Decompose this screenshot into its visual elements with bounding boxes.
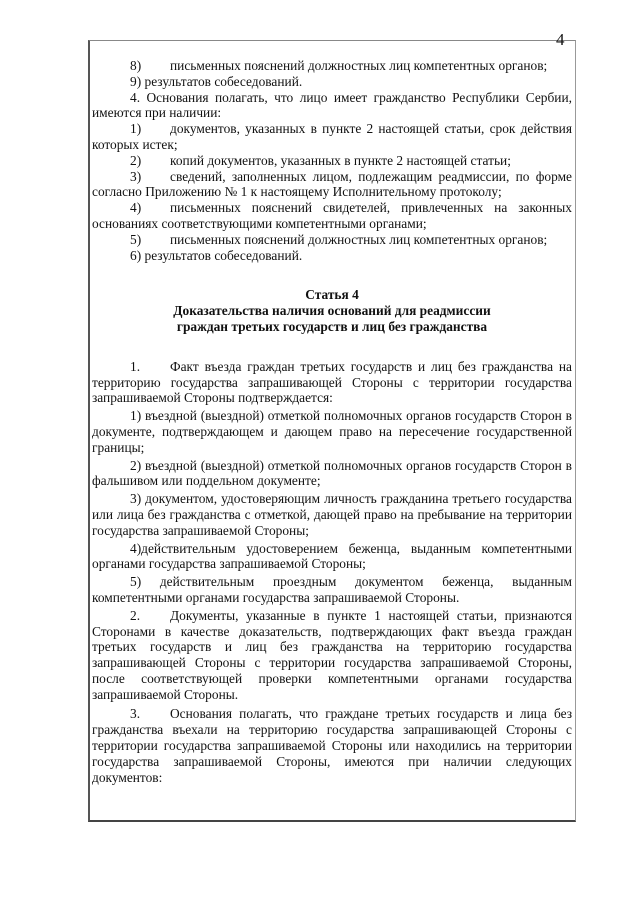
paragraph-4-intro: 4. Основания полагать, что лицо имеет гражданство Республики Сербии, имеются при наличии:	[92, 89, 572, 121]
item-text: 6) результатов собеседований.	[130, 247, 303, 263]
list-item	[92, 169, 572, 201]
paragraph-text: Документы, указанные в пункте 1 настоящей статьи, признаются Сторонами в качестве доказательств, подтверждающих факт въезда граждан третьих государств и лиц без гражданства на территорию государства запрашивающей Стороны с территории государства запрашиваемой Стороны, после соответствующей проверки компетентными органами государства запрашиваемой Стороны.	[92, 607, 572, 702]
list-item: 2) въездной (выездной) отметкой полномочных органов государств Сторон в фальшивом или поддельном документе;	[92, 457, 572, 489]
article-paragraph-2	[92, 608, 572, 703]
paragraph-text: Основания полагать, что граждане третьих государств и лица без гражданства въехали на территорию государства запрашивающей Стороны с территории государства запрашиваемой Стороны или находились на территории государства запрашиваемой Стороны, имеются при наличии следующих документов:	[92, 706, 572, 785]
list-item: 3) документом, удостоверяющим личность гражданина третьего государства или лица без гражданства с отметкой, дающей право на пребывание на территории государства запрашиваемой Стороны;	[92, 491, 572, 538]
item-text: письменных пояснений должностных лиц компетентных органов;	[170, 231, 548, 247]
list-item	[92, 121, 572, 153]
item-text: письменных пояснений должностных лиц компетентных органов;	[170, 58, 548, 73]
document-body	[92, 58, 572, 785]
paragraph-number: 2.	[130, 607, 141, 623]
article-subtitle-line1: Доказательства наличия оснований для реадмиссии	[173, 303, 491, 319]
list-item	[92, 74, 572, 90]
list-item	[92, 232, 572, 248]
paragraph-number: 1.	[130, 358, 141, 374]
item-number: 4)	[130, 200, 142, 216]
paragraph-number: 3.	[130, 706, 141, 722]
article-title: Статья 4	[305, 287, 359, 303]
item-number: 2)	[130, 152, 142, 168]
list-item	[92, 58, 572, 74]
item-text: копий документов, указанных в пункте 2 настоящей статьи;	[170, 152, 511, 168]
list-item: 1) въездной (выездной) отметкой полномочных органов государств Сторон в документе, подтверждающем и дающем право на пересечение государственной границы;	[92, 408, 572, 455]
list-item	[92, 200, 572, 232]
paragraph-text: Факт въезда граждан третьих государств и лиц без гражданства на территорию государства запрашивающей Стороны с территории государства запрашиваемой Стороны подтверждается:	[92, 358, 572, 406]
list-item: 4)действительным удостоверением беженца, выданным компетентными органами государства запрашиваемой Стороны;	[92, 540, 572, 572]
item-number: 3)	[130, 168, 142, 184]
item-number: 8)	[130, 58, 142, 73]
article-subtitle-line2: граждан третьих государств и лиц без гражданства	[176, 318, 488, 334]
page-number: 4	[556, 30, 565, 49]
article-paragraph-3	[92, 706, 572, 785]
article-paragraph-1	[92, 359, 572, 406]
item-number: 1)	[130, 121, 142, 137]
item-text: 9) результатов собеседований.	[130, 73, 303, 89]
item-text: письменных пояснений свидетелей, привлеченных на законных основаниях соответствующими компетентными органами;	[92, 200, 572, 231]
item-text: документов, указанных в пункте 2 настоящей статьи, срок действия которых истек;	[92, 121, 572, 152]
item-text: сведений, заполненных лицом, подлежащим реадмиссии, по форме согласно Приложению № 1 к настоящему Исполнительному протоколу;	[92, 168, 572, 200]
item-number: 5)	[130, 231, 142, 247]
list-item: 5) действительным проездным документом беженца, выданным компетентными органами государства запрашиваемой Стороны.	[92, 574, 572, 605]
list-item	[92, 248, 572, 264]
list-item	[92, 153, 572, 169]
